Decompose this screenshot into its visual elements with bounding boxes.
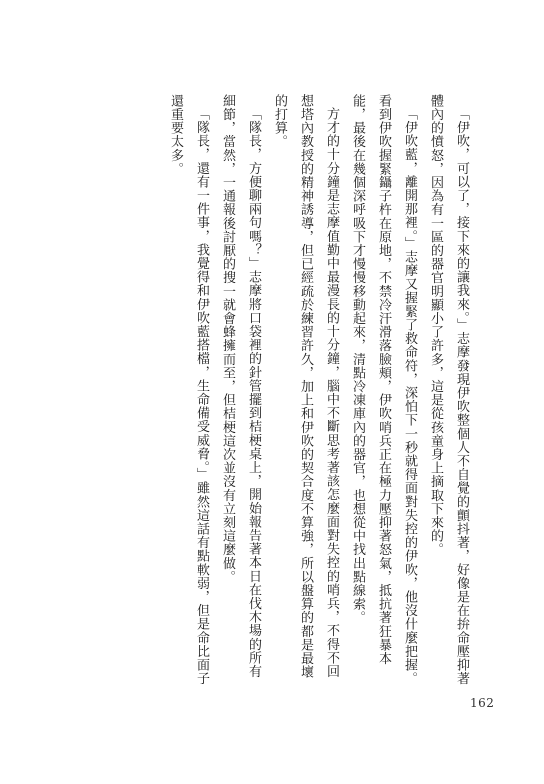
paragraph-2: 「伊吹藍，離開那裡。」志摩又握緊了救命符，深怕下一秒就得面對失控的伊吹，他沒什麼把握。看到伊吹握緊鑷子杵在原地，不禁冷汗滑落臉頰，伊吹哨兵正在極力壓抑著怒氣，抵抗著狂暴本能，最後在幾個深呼吸下才慢慢移動起來，清點冷凍庫內的器官，也想從中找出點線索。: [350, 94, 417, 686]
paragraph-1: 「伊吹，可以了，接下來的讓我來。」志摩發現伊吹整個人不自覺的顫抖著，好像是在拚命壓抑著體內的憤怒，因為有一區的器官明顯小了許多，這是從孩童身上摘取下來的。: [428, 94, 469, 686]
page-number: 162: [470, 696, 495, 710]
paragraph-5: 「隊長，還有一件事，我覺得和伊吹藍搭檔，生命備受威脅。」雖然這話有點軟弱，但是命比面子還重要太多。: [168, 94, 209, 686]
paragraph-3: 方才的十分鐘是志摩值勤中最漫長的十分鐘，腦中不斷思考著該怎麼面對失控的哨兵，不得不回想塔內教授的精神誘導，但已經疏於練習許久，加上和伊吹的契合度不算強，所以盤算的都是最壞的打算。: [272, 94, 339, 679]
vertical-text-body: [64, 94, 474, 690]
paragraph-4: 「隊長，方便聊兩句嗎？」志摩將口袋裡的針管擺到桔梗桌上，開始報告著本日在伐木場的所有細節，當然，一通報後討厭的搜一就會蜂擁而至，但桔梗這次並沒有立刻這麼做。: [220, 94, 261, 679]
